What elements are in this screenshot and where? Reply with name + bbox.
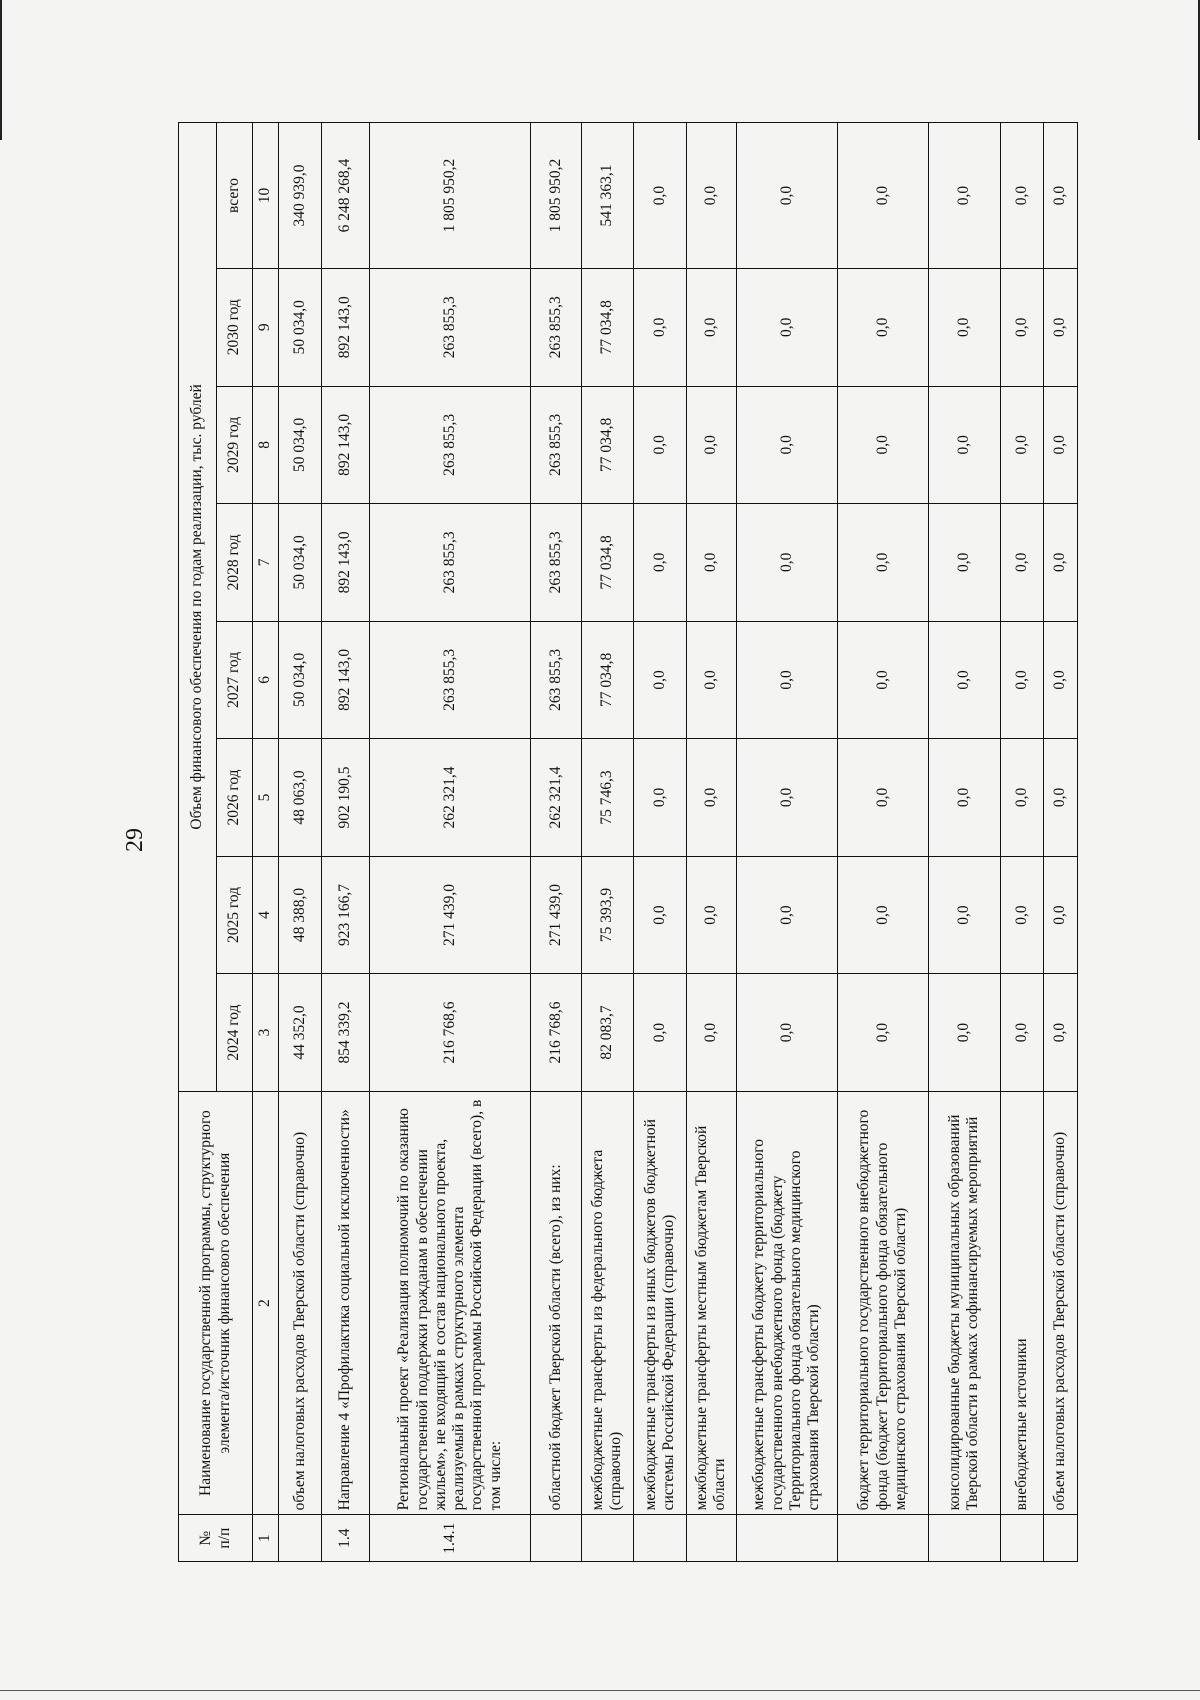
row-name: бюджет территориального государственного внебюджетного фонда (бюджет Территориального фонда обязательного медицинского страхования Тверской области) <box>837 1091 928 1515</box>
table-row <box>531 123 581 1562</box>
row-year-value: 262 321,4 <box>531 739 581 857</box>
row-year-value: 0,0 <box>634 504 686 622</box>
column-number: 9 <box>253 268 279 386</box>
row-year-value: 0,0 <box>634 856 686 974</box>
row-year-value: 0,0 <box>737 386 838 504</box>
row-number <box>1001 1515 1043 1562</box>
header-year: 2024 год <box>217 974 253 1092</box>
row-year-value: 263 855,3 <box>369 386 530 504</box>
row-total-value: 0,0 <box>1001 123 1043 269</box>
page-number: 29 <box>122 828 148 852</box>
table-row <box>369 123 530 1562</box>
column-number: 5 <box>253 739 279 857</box>
row-year-value: 0,0 <box>686 504 736 622</box>
header-year: 2028 год <box>217 504 253 622</box>
row-year-value: 75 746,3 <box>581 739 633 857</box>
header-funding-group: Объем финансового обеспечения по годам реализации, тыс. рублей <box>179 123 217 1092</box>
table-row <box>279 123 321 1562</box>
header-total: всего <box>217 123 253 269</box>
column-number: 6 <box>253 621 279 739</box>
row-year-value: 902 190,5 <box>321 739 369 857</box>
row-year-value: 0,0 <box>1043 504 1077 622</box>
row-year-value: 0,0 <box>1043 856 1077 974</box>
row-year-value: 0,0 <box>928 621 1001 739</box>
row-year-value: 50 034,0 <box>279 621 321 739</box>
row-year-value: 0,0 <box>686 621 736 739</box>
header-year: 2029 год <box>217 386 253 504</box>
row-total-value: 0,0 <box>837 123 928 269</box>
row-year-value: 0,0 <box>1001 504 1043 622</box>
row-year-value: 0,0 <box>634 621 686 739</box>
row-year-value: 892 143,0 <box>321 504 369 622</box>
row-year-value: 0,0 <box>737 739 838 857</box>
row-year-value: 0,0 <box>737 974 838 1092</box>
table-row <box>321 123 369 1562</box>
column-number: 7 <box>253 504 279 622</box>
row-name: областной бюджет Тверской области (всего), из них: <box>531 1091 581 1515</box>
row-year-value: 0,0 <box>634 974 686 1092</box>
row-total-value: 0,0 <box>1043 123 1077 269</box>
row-year-value: 0,0 <box>928 504 1001 622</box>
row-year-value: 923 166,7 <box>321 856 369 974</box>
financing-table <box>178 122 1078 1562</box>
row-total-value: 340 939,0 <box>279 123 321 269</box>
table-row <box>686 123 736 1562</box>
row-year-value: 892 143,0 <box>321 621 369 739</box>
row-year-value: 0,0 <box>737 856 838 974</box>
header-year: 2030 год <box>217 268 253 386</box>
row-number: 1.4 <box>321 1515 369 1562</box>
row-year-value: 263 855,3 <box>369 504 530 622</box>
row-year-value: 0,0 <box>928 974 1001 1092</box>
row-year-value: 0,0 <box>928 268 1001 386</box>
row-number <box>279 1515 321 1562</box>
row-year-value: 77 034,8 <box>581 504 633 622</box>
row-year-value: 0,0 <box>1001 974 1043 1092</box>
row-number <box>634 1515 686 1562</box>
row-year-value: 0,0 <box>837 856 928 974</box>
row-total-value: 1 805 950,2 <box>531 123 581 269</box>
row-year-value: 0,0 <box>837 621 928 739</box>
row-year-value: 0,0 <box>928 856 1001 974</box>
row-year-value: 0,0 <box>928 739 1001 857</box>
row-year-value: 77 034,8 <box>581 386 633 504</box>
header-year: 2027 год <box>217 621 253 739</box>
row-year-value: 48 063,0 <box>279 739 321 857</box>
row-number <box>737 1515 838 1562</box>
financing-table-container <box>178 122 1078 1562</box>
row-number <box>837 1515 928 1562</box>
row-year-value: 0,0 <box>837 974 928 1092</box>
row-year-value: 262 321,4 <box>369 739 530 857</box>
row-year-value: 0,0 <box>737 621 838 739</box>
row-name: межбюджетные трансферты бюджету территориального государственного внебюджетного фонда (бюджету Территориального фонда обязательного медицинского страхования Тверской области) <box>737 1091 838 1515</box>
row-name: межбюджетные трансферты местным бюджетам Тверской области <box>686 1091 736 1515</box>
row-year-value: 44 352,0 <box>279 974 321 1092</box>
header-name: Наименование государственной программы, структурного элемента/источник финансового обеспечения <box>179 1091 253 1515</box>
row-year-value: 271 439,0 <box>369 856 530 974</box>
row-year-value: 0,0 <box>634 268 686 386</box>
column-number: 4 <box>253 856 279 974</box>
row-year-value: 263 855,3 <box>369 268 530 386</box>
row-total-value: 541 363,1 <box>581 123 633 269</box>
row-number: 1.4.1 <box>369 1515 530 1562</box>
row-year-value: 0,0 <box>686 856 736 974</box>
row-number <box>928 1515 1001 1562</box>
row-total-value: 0,0 <box>686 123 736 269</box>
row-year-value: 0,0 <box>837 386 928 504</box>
row-name: Направление 4 «Профилактика социальной исключенности» <box>321 1091 369 1515</box>
row-year-value: 0,0 <box>686 268 736 386</box>
row-year-value: 263 855,3 <box>369 621 530 739</box>
row-year-value: 0,0 <box>737 504 838 622</box>
row-year-value: 263 855,3 <box>531 386 581 504</box>
table-row <box>837 123 928 1562</box>
row-year-value: 50 034,0 <box>279 386 321 504</box>
row-year-value: 0,0 <box>1001 621 1043 739</box>
scan-edge-left <box>0 0 2 140</box>
row-name: межбюджетные трансферты из федерального бюджета (справочно) <box>581 1091 633 1515</box>
row-year-value: 216 768,6 <box>531 974 581 1092</box>
row-name: объем налоговых расходов Тверской области (справочно) <box>1043 1091 1077 1515</box>
row-year-value: 82 083,7 <box>581 974 633 1092</box>
row-year-value: 48 388,0 <box>279 856 321 974</box>
row-year-value: 263 855,3 <box>531 621 581 739</box>
row-year-value: 75 393,9 <box>581 856 633 974</box>
table-row <box>1001 123 1043 1562</box>
row-year-value: 892 143,0 <box>321 268 369 386</box>
row-name: Региональный проект «Реализация полномочий по оказанию государственной поддержки гражданам в обеспечении жильем», не входящий в состав национального проекта, реализуемый в рамках структурного элемента государственной программы Российской Федерации (всего), в том числе: <box>369 1091 530 1515</box>
column-number: 3 <box>253 974 279 1092</box>
row-year-value: 0,0 <box>1001 386 1043 504</box>
row-year-value: 263 855,3 <box>531 268 581 386</box>
table-row <box>1043 123 1077 1562</box>
row-year-value: 854 339,2 <box>321 974 369 1092</box>
row-number <box>686 1515 736 1562</box>
row-year-value: 892 143,0 <box>321 386 369 504</box>
table-row <box>581 123 633 1562</box>
table-row <box>928 123 1001 1562</box>
table-row <box>737 123 838 1562</box>
column-number: 2 <box>253 1091 279 1515</box>
column-number: 10 <box>253 123 279 269</box>
row-year-value: 0,0 <box>634 739 686 857</box>
row-year-value: 0,0 <box>1043 621 1077 739</box>
row-year-value: 0,0 <box>737 268 838 386</box>
row-year-value: 0,0 <box>686 974 736 1092</box>
column-number-row <box>253 123 279 1562</box>
table-row <box>634 123 686 1562</box>
row-year-value: 50 034,0 <box>279 268 321 386</box>
row-total-value: 6 248 268,4 <box>321 123 369 269</box>
row-total-value: 0,0 <box>928 123 1001 269</box>
row-name: внебюджетные источники <box>1001 1091 1043 1515</box>
row-year-value: 263 855,3 <box>531 504 581 622</box>
row-total-value: 1 805 950,2 <box>369 123 530 269</box>
row-year-value: 77 034,8 <box>581 621 633 739</box>
scan-edge-bottom <box>0 1690 1200 1691</box>
row-year-value: 0,0 <box>837 268 928 386</box>
row-year-value: 0,0 <box>837 739 928 857</box>
row-year-value: 0,0 <box>1043 974 1077 1092</box>
row-total-value: 0,0 <box>737 123 838 269</box>
header-number: № п/п <box>179 1515 253 1562</box>
row-year-value: 0,0 <box>1043 739 1077 857</box>
column-number: 8 <box>253 386 279 504</box>
row-year-value: 0,0 <box>837 504 928 622</box>
row-name: консолидированные бюджеты муниципальных образований Тверской области в рамках софинансируемых мероприятий <box>928 1091 1001 1515</box>
header-year: 2025 год <box>217 856 253 974</box>
row-year-value: 216 768,6 <box>369 974 530 1092</box>
row-number <box>1043 1515 1077 1562</box>
row-year-value: 0,0 <box>1043 386 1077 504</box>
row-name: межбюджетные трансферты из иных бюджетов бюджетной системы Российской Федерации (справочно) <box>634 1091 686 1515</box>
row-year-value: 0,0 <box>1001 268 1043 386</box>
row-name: объем налоговых расходов Тверской области (справочно) <box>279 1091 321 1515</box>
row-year-value: 0,0 <box>1043 268 1077 386</box>
row-year-value: 0,0 <box>928 386 1001 504</box>
row-year-value: 0,0 <box>686 739 736 857</box>
row-number <box>531 1515 581 1562</box>
row-year-value: 0,0 <box>686 386 736 504</box>
header-year: 2026 год <box>217 739 253 857</box>
column-number: 1 <box>253 1515 279 1562</box>
row-total-value: 0,0 <box>634 123 686 269</box>
row-year-value: 0,0 <box>634 386 686 504</box>
row-year-value: 0,0 <box>1001 739 1043 857</box>
row-year-value: 0,0 <box>1001 856 1043 974</box>
row-year-value: 271 439,0 <box>531 856 581 974</box>
row-number <box>581 1515 633 1562</box>
row-year-value: 77 034,8 <box>581 268 633 386</box>
row-year-value: 50 034,0 <box>279 504 321 622</box>
